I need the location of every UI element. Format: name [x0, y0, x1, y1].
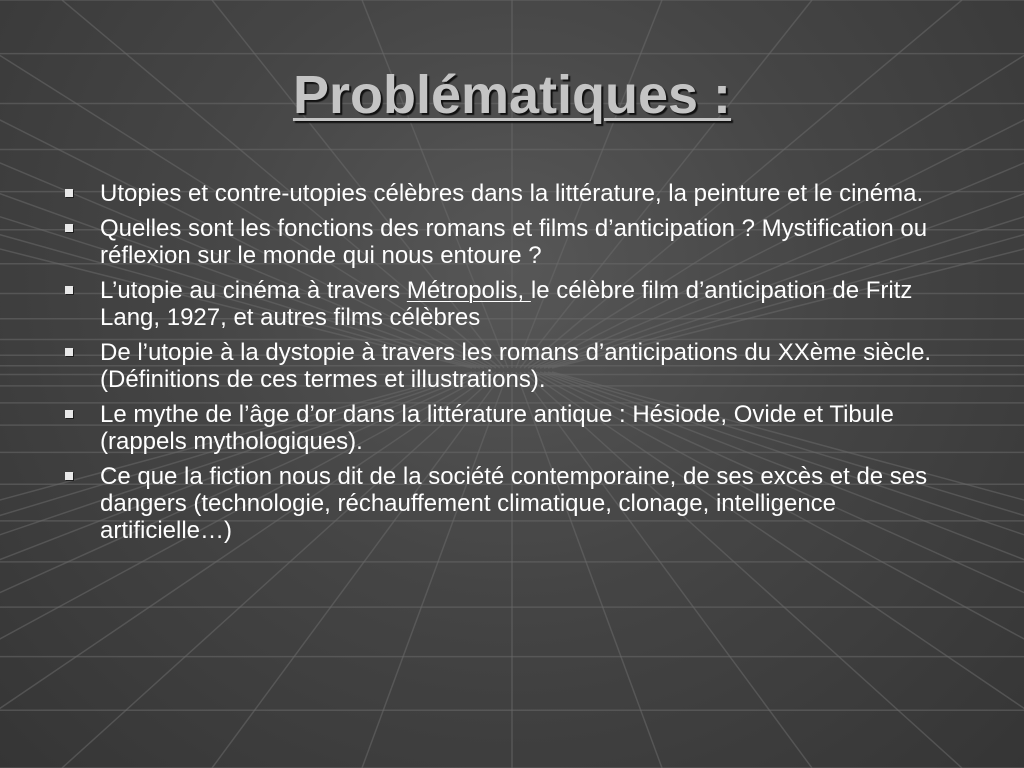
square-bullet-icon [65, 286, 73, 294]
bullet-list [100, 180, 950, 552]
bullet-text-before-link: L’utopie au cinéma à travers [100, 277, 407, 304]
bullet-item [100, 339, 950, 393]
bullet-text: Quelles sont les fonctions des romans et films d’anticipation ? Mystification ou réflexion sur le monde qui nous entoure ? [100, 215, 928, 269]
bullet-item [100, 180, 950, 207]
metropolis-link[interactable]: Métropolis, [406, 277, 531, 304]
square-bullet-icon [65, 224, 73, 232]
bullet-item [100, 277, 950, 331]
bullet-text-after-link: le célèbre film d’anticipation de Fritz Lang, 1927, et autres films célèbres [100, 277, 913, 331]
square-bullet-icon [65, 472, 73, 480]
square-bullet-icon [65, 189, 73, 197]
bullet-text: Utopies et contre-utopies célèbres dans la littérature, la peinture et le cinéma. [100, 180, 924, 207]
bullet-item [100, 215, 950, 269]
bullet-item [100, 463, 950, 544]
square-bullet-icon [65, 410, 73, 418]
bullet-text: De l’utopie à la dystopie à travers les romans d’anticipations du XXème siècle. (Définitions de ces termes et illustrations). [100, 339, 932, 393]
square-bullet-icon [65, 348, 73, 356]
bullet-text: Ce que la fiction nous dit de la société contemporaine, de ses excès et de ses dangers (technologie, réchauffement climatique, clonage, intelligence artificielle…) [100, 463, 928, 544]
bullet-item [100, 401, 950, 455]
bullet-text: Le mythe de l’âge d’or dans la littérature antique : Hésiode, Ovide et Tibule (rappels mythologiques). [100, 401, 894, 455]
slide-title: Problématiques : [292, 65, 732, 125]
